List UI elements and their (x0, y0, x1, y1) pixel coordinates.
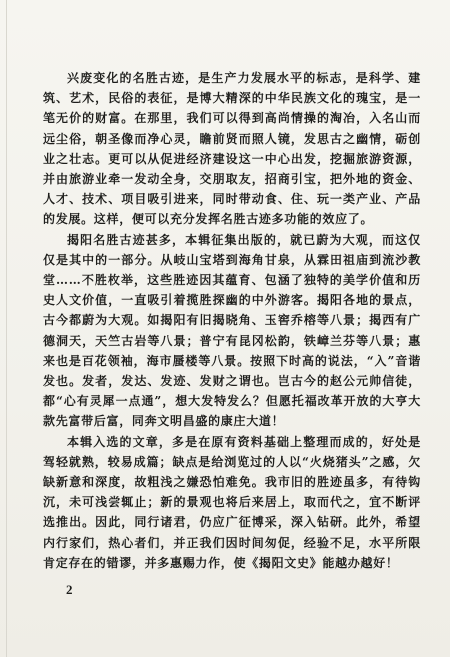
body-text (43, 68, 421, 573)
page-number: 2 (66, 582, 73, 597)
page-edge-shadow (6, 0, 7, 657)
paragraph-3: 本辑入选的文章，多是在原有资料基础上整理而成的，好处是驾轻就熟，较易成篇；缺点是给浏览过的人以“火烧猪头”之感，欠缺新意和深度，故粗浅之嫌恐怕难免。我市旧的胜迹虽多，有待钩沉，未可浅尝辄止；新的景观也将后来居上，取而代之，宜不断评选推出。因此，同行诸君，仍应广征博采，深入钻研。此外，希望内行家们，热心者们，并正我们因时间匆促，经验不足，水平所限肯定存在的错谬，并多惠赐力作，使《揭阳文史》能越办越好！ (43, 434, 421, 570)
paragraph-1: 兴废变化的名胜古迹，是生产力发展水平的标志，是科学、建筑、艺术，民俗的表征，是博大精深的中华民族文化的瑰宝，是一笔无价的财富。在那里，我们可以得到高尚情操的淘冶，入名山而远尘俗，朝圣像而净心灵，瞻前贤而照人镜，发思古之幽情，砺创业之壮志。更可以从促进经济建设这一中心出发，挖掘旅游资源，并由旅游业牵一发动全身，交朋取友，招商引宝，把外地的资金、人才、技术、项目吸引进来，同时带动食、住、玩一类产业、产品的发展。这样，便可以充分发挥名胜古迹多功能的效应了。 (43, 71, 421, 227)
paragraph-2: 揭阳名胜古迹甚多，本辑征集出版的，就已蔚为大观，而这仅仅是其中的一部分。从岐山宝塔到海角甘泉，从霖田祖庙到流沙教堂……不胜枚举，这些胜迹因其蕴育、包涵了独特的美学价值和历史人文价值，一直吸引着揽胜探幽的中外游客。揭阳各地的景点，古今都蔚为大观。如揭阳有旧揭晓角、玉窖乔榕等八景；揭西有广德洞天，天竺古岩等八景；普宁有昆冈松韵，铁嶂兰芬等八景；惠来也是百花领袖，海市蜃楼等八景。按照下时高的说法，“入”音谐发也。发者，发达、发迹、发财之谓也。岂古今的赵公元帅信徒，都“心有灵犀一点通”，想大发特发么？但愿托福改革开放的大亨大款先富带后富，同奔文明昌盛的康庄大道！ (43, 232, 421, 429)
